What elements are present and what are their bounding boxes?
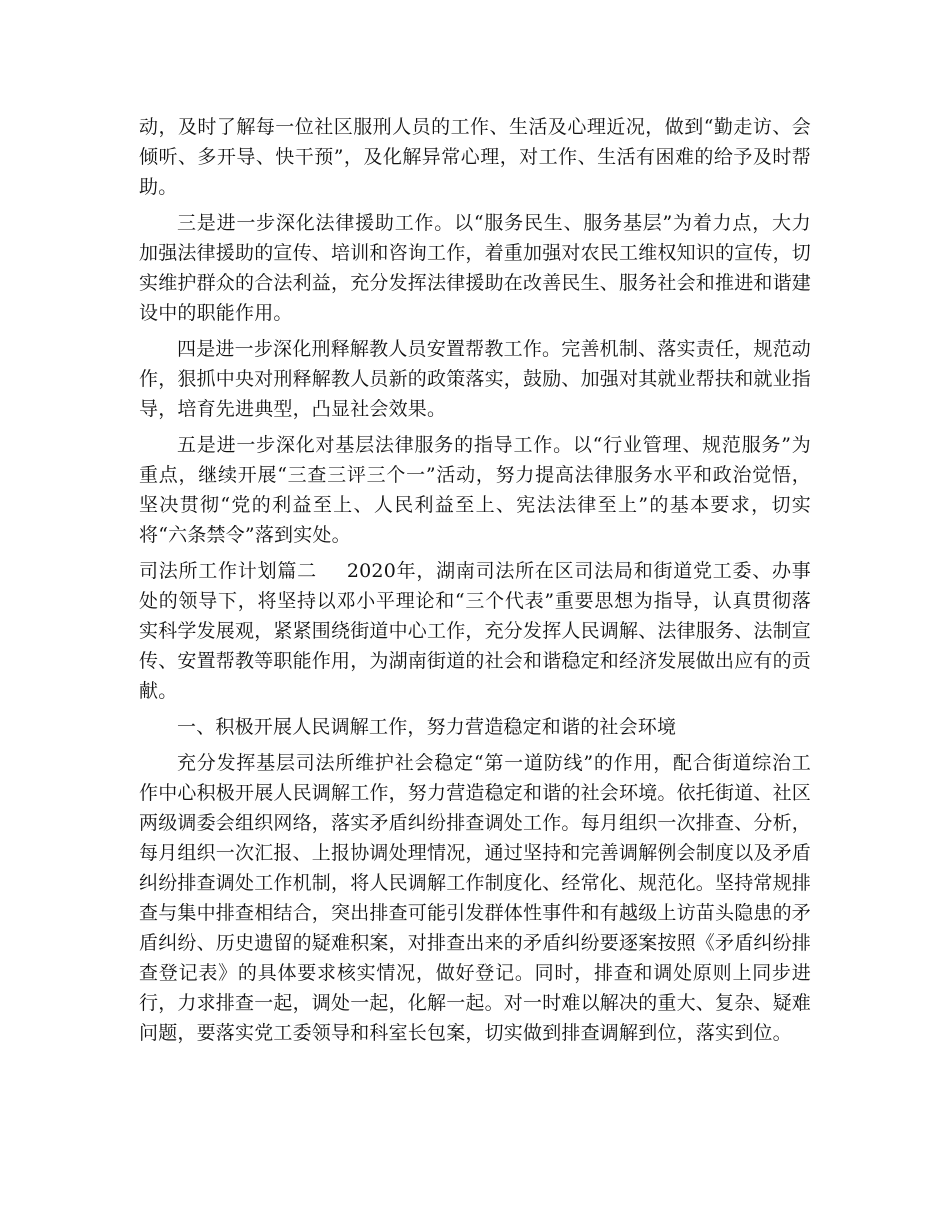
paragraph-legal-aid: 三是进一步深化法律援助工作。以“服务民生、服务基层”为着力点，大力加强法律援助的宣传、培训和咨询工作，着重加强对农民工维权知识的宣传，切实维护群众的合法利益，充分发挥法律援助在改善民生、服务社会和推进和谐建设中的职能作用。	[139, 212, 812, 324]
section-intro-text: 2020年，湖南司法所在区司法局和街道党工委、办事处的领导下，将坚持以邓小平理论和“三个代表”重要思想为指导，认真贯彻落实科学发展观，紧紧围绕街道中心工作，充分发挥人民调解、法律服务、法制宣传、安置帮教等职能作用，为湖南街道的社会和谐稳定和经济发展做出应有的贡献。	[139, 560, 812, 702]
paragraph-legal-services: 五是进一步深化对基层法律服务的指导工作。以“行业管理、规范服务”为重点，继续开展“三查三评三个一”活动，努力提高法律服务水平和政治觉悟，坚决贯彻“党的利益至上、人民利益至上、宪法法律至上”的基本要求，切实将“六条禁令”落到实处。	[139, 434, 811, 546]
paragraph-resettlement: 四是进一步深化刑释解教人员安置帮教工作。完善机制、落实责任，规范动作，狠抓中央对刑释解教人员新的政策落实，鼓励、加强对其就业帮扶和就业指导，培育先进典型，凸显社会效果。	[139, 338, 812, 420]
section-title: 司法所工作计划篇二	[139, 560, 317, 582]
subsection-heading: 一、积极开展人民调解工作，努力营造稳定和谐的社会环境	[177, 716, 677, 738]
document-page	[139, 112, 811, 1054]
paragraph-continuation: 动，及时了解每一位社区服刑人员的工作、生活及心理近况，做到“勤走访、会倾听、多开导、快干预”，及化解异常心理，对工作、生活有困难的给予及时帮助。	[139, 116, 811, 198]
paragraph-mediation: 充分发挥基层司法所维护社会稳定“第一道防线”的作用，配合街道综治工作中心积极开展人民调解工作，努力营造稳定和谐的社会环境。依托街道、社区两级调委会组织网络，落实矛盾纠纷排查调处工作。每月组织一次排查、分析，每月组织一次汇报、上报协调处理情况，通过坚持和完善调解例会制度以及矛盾纠纷排查调处工作机制，将人民调解工作制度化、经常化、规范化。坚持常规排查与集中排查相结合，突出排查可能引发群体性事件和有越级上访苗头隐患的矛盾纠纷、历史遗留的疑难积案，对排查出来的矛盾纠纷要逐案按照《矛盾纠纷排查登记表》的具体要求核实情况，做好登记。同时，排查和调处原则上同步进行，力求排查一起，调处一起，化解一起。对一时难以解决的重大、复杂、疑难问题，要落实党工委领导和科室长包案，切实做到排查调解到位，落实到位。	[139, 752, 812, 1044]
paragraph-plan-two	[139, 556, 811, 706]
